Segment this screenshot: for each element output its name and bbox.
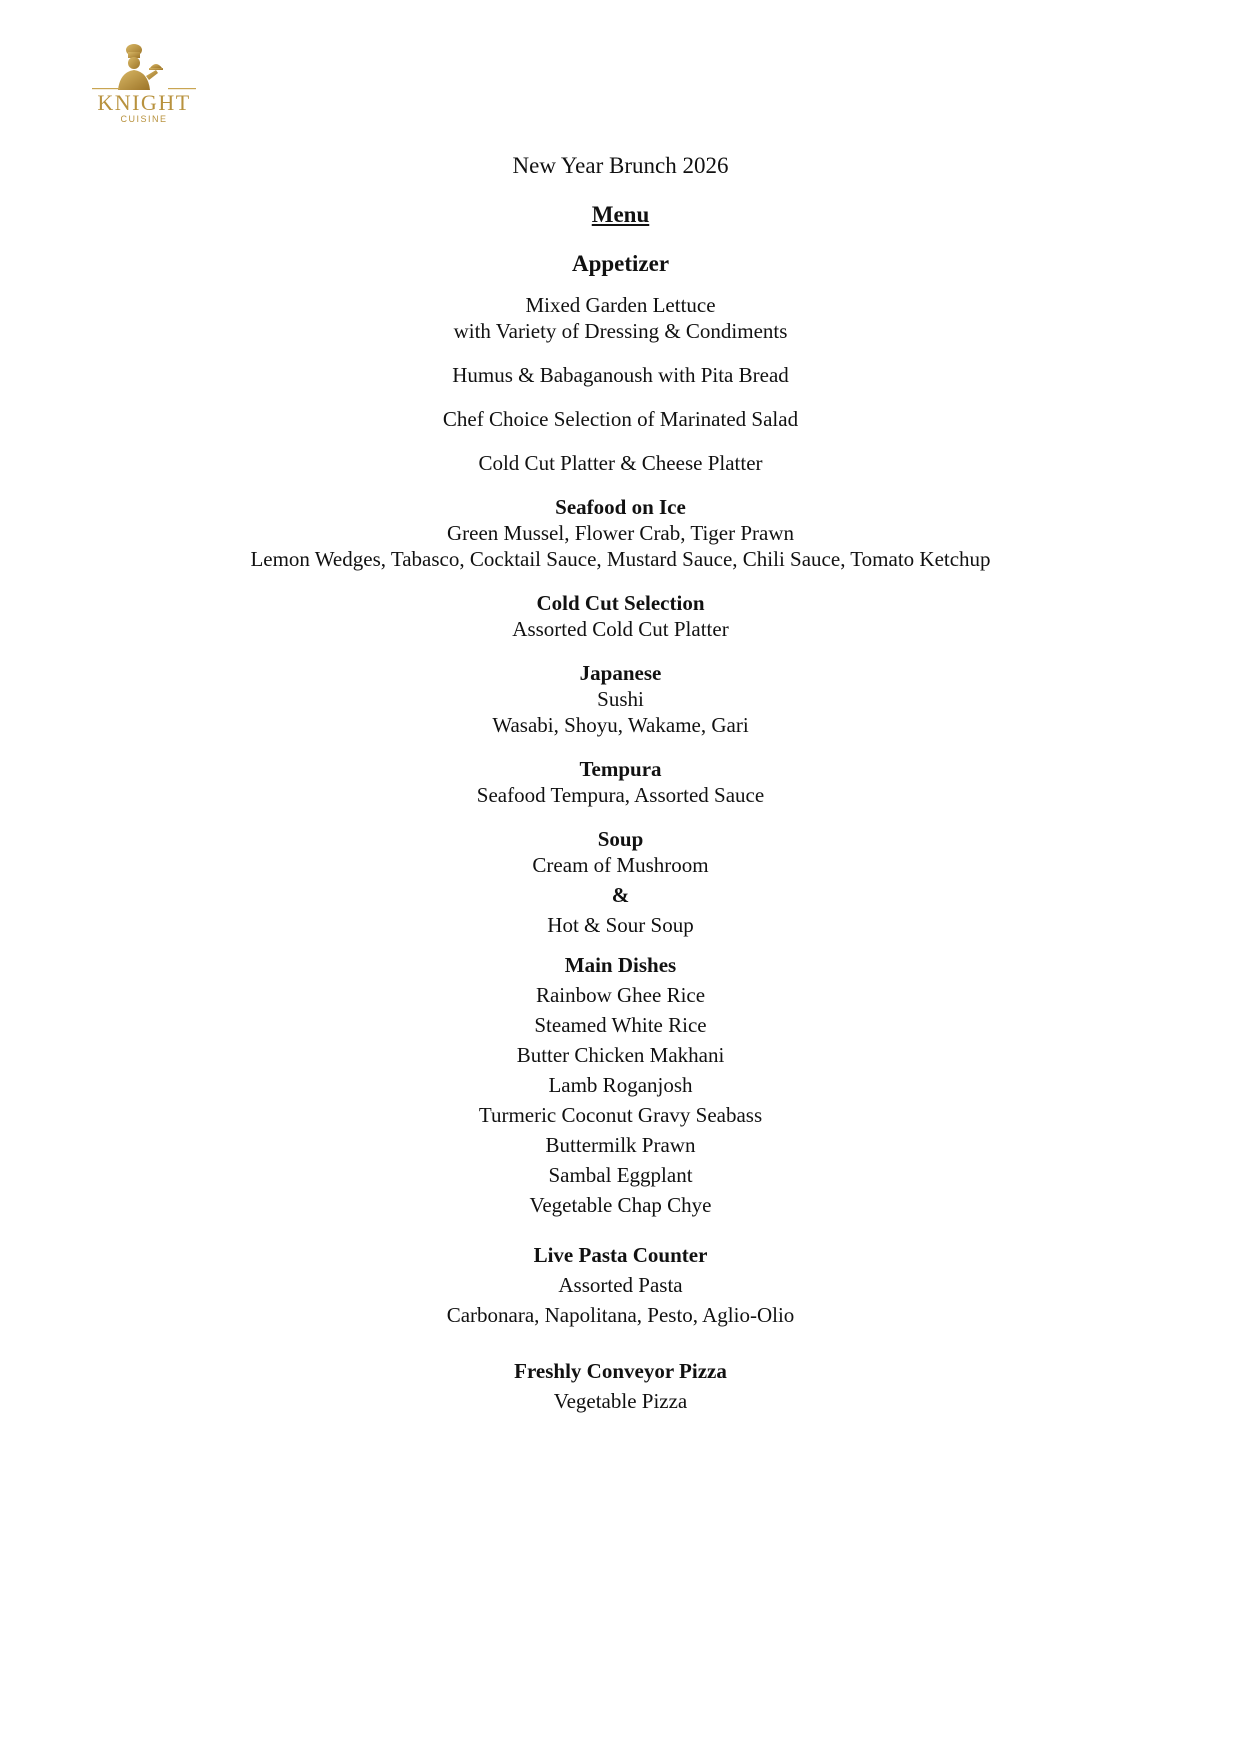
- section-title: Soup: [597, 827, 644, 851]
- menu-line: Rainbow Ghee Rice: [535, 983, 706, 1007]
- logo-wordmark: KNIGHT: [97, 90, 191, 115]
- appetizer-item: [0, 292, 1241, 344]
- section-title: Tempura: [579, 757, 662, 781]
- japanese-section: [0, 660, 1241, 738]
- menu-line: Carbonara, Napolitana, Pesto, Aglio-Olio: [446, 1303, 795, 1327]
- menu-line: Lamb Roganjosh: [548, 1073, 693, 1097]
- menu-line: Turmeric Coconut Gravy Seabass: [478, 1103, 763, 1127]
- appetizer-heading: Appetizer: [571, 251, 670, 276]
- menu-line-ampersand: &: [611, 883, 630, 907]
- menu-line: Assorted Cold Cut Platter: [512, 617, 729, 641]
- pizza-section: [0, 1356, 1241, 1416]
- section-title: Japanese: [579, 661, 662, 685]
- menu-line: Cold Cut Platter & Cheese Platter: [478, 451, 763, 475]
- logo-subtitle: CUISINE: [120, 114, 168, 124]
- menu-line: Vegetable Chap Chye: [529, 1193, 712, 1217]
- appetizer-item: [0, 450, 1241, 476]
- menu-line: Vegetable Pizza: [553, 1389, 688, 1413]
- section-title: Live Pasta Counter: [533, 1243, 708, 1267]
- menu-line: Sambal Eggplant: [548, 1163, 693, 1187]
- menu-line: Lemon Wedges, Tabasco, Cocktail Sauce, Mustard Sauce, Chili Sauce, Tomato Ketchup: [250, 547, 991, 571]
- seafood-section: [0, 494, 1241, 572]
- logo: [92, 42, 196, 130]
- menu-line: Assorted Pasta: [558, 1273, 683, 1297]
- section-title: Cold Cut Selection: [536, 591, 705, 615]
- pasta-section: [0, 1240, 1241, 1330]
- menu-heading: Menu: [591, 202, 650, 227]
- menu-line: Mixed Garden Lettuce: [525, 293, 716, 317]
- menu-document: [0, 149, 1241, 1416]
- menu-line: Humus & Babaganoush with Pita Bread: [452, 363, 789, 387]
- section-title: Seafood on Ice: [555, 495, 686, 519]
- tempura-section: [0, 756, 1241, 808]
- section-title: Main Dishes: [564, 953, 677, 977]
- chef-icon: [92, 42, 196, 94]
- menu-line: Seafood Tempura, Assorted Sauce: [476, 783, 765, 807]
- soup-section: [0, 826, 1241, 938]
- menu-line: Buttermilk Prawn: [545, 1133, 696, 1157]
- page-title: New Year Brunch 2026: [512, 153, 729, 178]
- menu-line: Hot & Sour Soup: [547, 913, 694, 937]
- appetizer-item: [0, 406, 1241, 432]
- section-title: Freshly Conveyor Pizza: [514, 1359, 727, 1383]
- menu-line: with Variety of Dressing & Condiments: [453, 319, 788, 343]
- menu-line: Green Mussel, Flower Crab, Tiger Prawn: [446, 521, 795, 545]
- menu-line: Steamed White Rice: [534, 1013, 707, 1037]
- appetizer-item: [0, 362, 1241, 388]
- menu-line: Wasabi, Shoyu, Wakame, Gari: [492, 713, 749, 737]
- cold-cut-section: [0, 590, 1241, 642]
- menu-line: Butter Chicken Makhani: [516, 1043, 725, 1067]
- main-dishes-section: [0, 950, 1241, 1220]
- menu-line: Sushi: [597, 687, 644, 711]
- menu-line: Chef Choice Selection of Marinated Salad: [442, 407, 799, 431]
- menu-line: Cream of Mushroom: [532, 853, 709, 877]
